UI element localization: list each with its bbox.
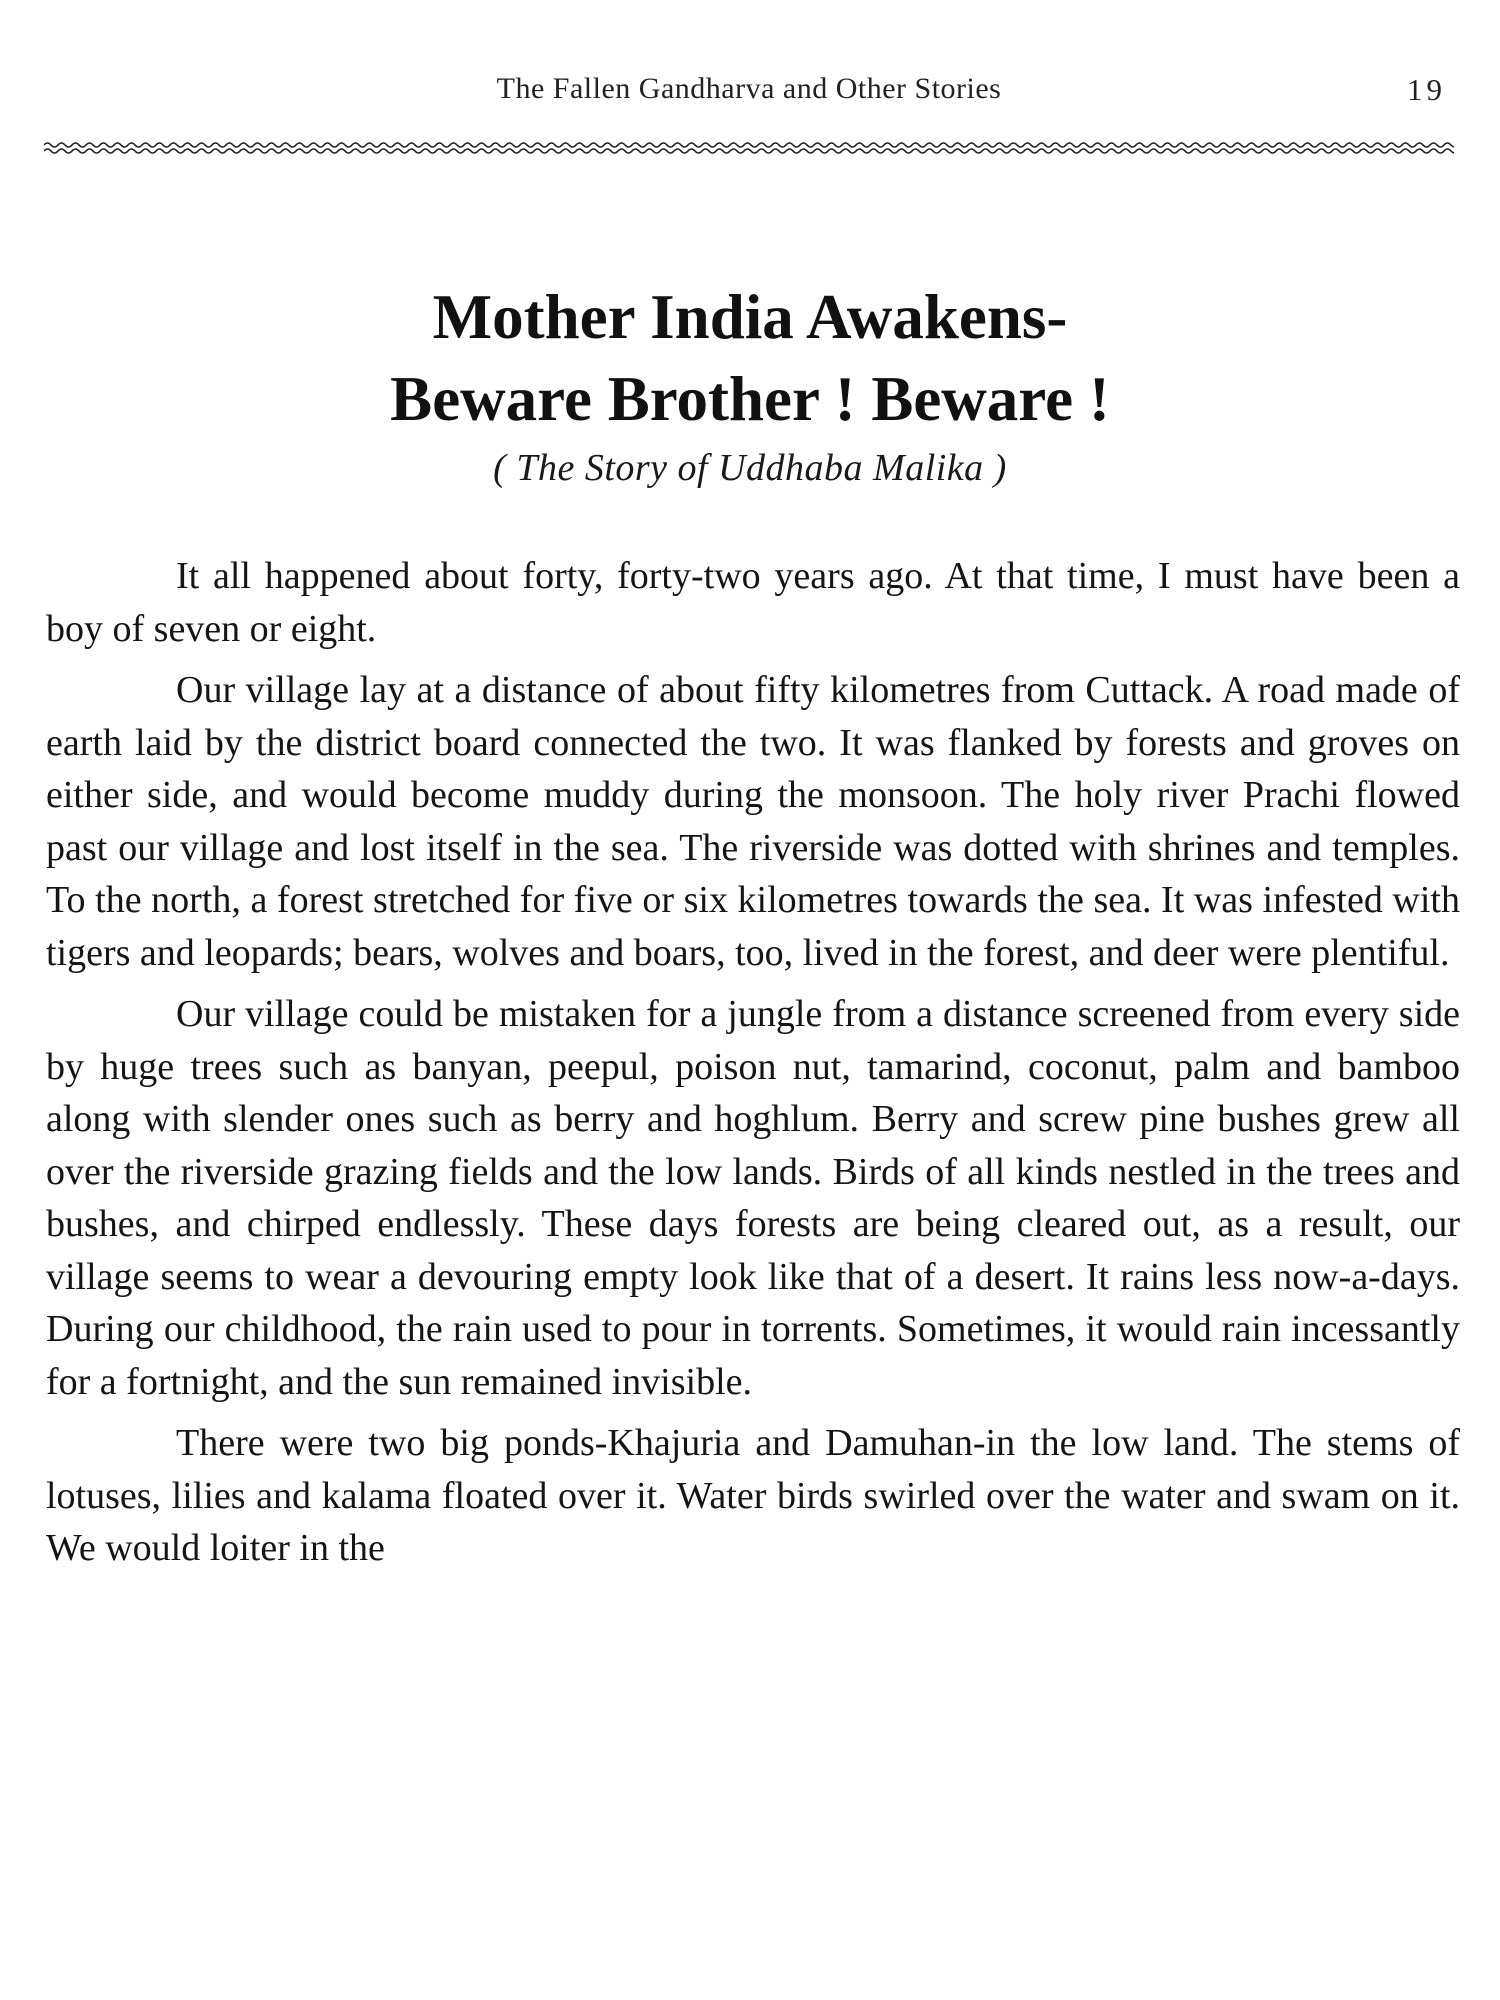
running-header <box>44 72 1454 116</box>
story-body <box>46 550 1460 1584</box>
story-subtitle: ( The Story of Uddhaba Malika ) <box>493 447 1007 489</box>
running-title: The Fallen Gandharva and Other Stories <box>496 72 1002 105</box>
paragraph: Our village lay at a distance of about fifty kilometres from Cuttack. A road made of earth laid by the district board connected the two. It was flanked by forests and groves on either side, and would become muddy during the monsoon. The holy river Prachi flowed past our village and lost itself in the sea. The riverside was dotted with shrines and temples. To the north, a forest stretched for five or six kilometres towards the sea. It was infested with tigers and leopards; bears, wolves and boars, too, lived in the forest, and deer were plentiful. <box>46 669 1460 974</box>
story-title-line-1: Mother India Awakens- <box>432 282 1068 352</box>
paragraph: It all happened about forty, forty-two years ago. At that time, I must have been a boy of seven or eight. <box>46 555 1460 650</box>
decorative-wave-rule <box>44 140 1454 156</box>
paragraph: There were two big ponds-Khajuria and Damuhan-in the low land. The stems of lotuses, lilies and kalama floated over it. Water birds swirled over the water and swam on it. We would loiter in the <box>46 1422 1460 1569</box>
story-title-line-2: Beware Brother ! Beware ! <box>390 364 1110 434</box>
paragraph: Our village could be mistaken for a jungle from a distance screened from every side by huge trees such as banyan, peepul, poison nut, tamarind, coconut, palm and bamboo along with slender ones such as berry and hoghlum. Berry and screw pine bushes grew all over the riverside grazing fields and the low lands. Birds of all kinds nestled in the trees and bushes, and chirped endlessly. These days forests are being cleared out, as a result, our village seems to wear a devouring empty look like that of a desert. It rains less now-a-days. During our childhood, the rain used to pour in torrents. Sometimes, it would rain incessantly for a fortnight, and the sun remained invisible. <box>46 993 1460 1403</box>
page-number: 19 <box>1407 72 1446 107</box>
story-title-block <box>0 276 1500 494</box>
